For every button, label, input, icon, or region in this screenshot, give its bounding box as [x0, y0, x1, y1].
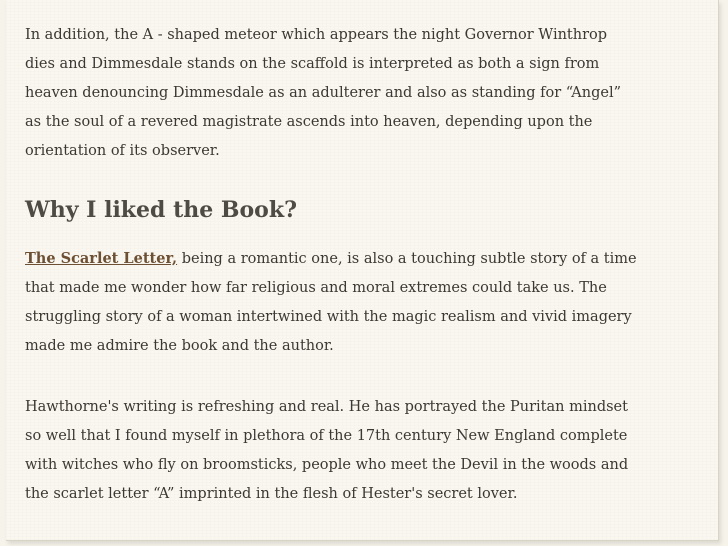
paragraph-two [25, 244, 705, 361]
book-title: The Scarlet Letter, [25, 250, 178, 267]
section-heading: Why I liked the Book? [25, 197, 297, 223]
paragraph-two-text: being a romantic one, is also a touching subtle story of a time that made me wonder how far religious and moral extremes could take us. The struggling story of a woman intertwined with the magic realism and vivid imagery made me admire the book and the author. [25, 251, 637, 354]
paragraph-three: Hawthorne's writing is refreshing and real. He has portrayed the Puritan mindset so well that I found myself in plethora of the 17th century New England complete with witches who fly on broomsticks, people who meet the Devil in the woods and the scarlet letter “A” imprinted in the flesh of Hester's secret lover. [25, 399, 629, 502]
intro-paragraph: In addition, the A - shaped meteor which appears the night Governor Winthrop dies and Dimmesdale stands on the scaffold is interpreted as both a sign from heaven denouncing Dimmesdale as an adulterer and also as standing for “Angel” as the soul of a revered magistrate ascends into heaven, depending upon the orientation of its observer. [25, 27, 622, 159]
content-panel [6, 0, 719, 541]
